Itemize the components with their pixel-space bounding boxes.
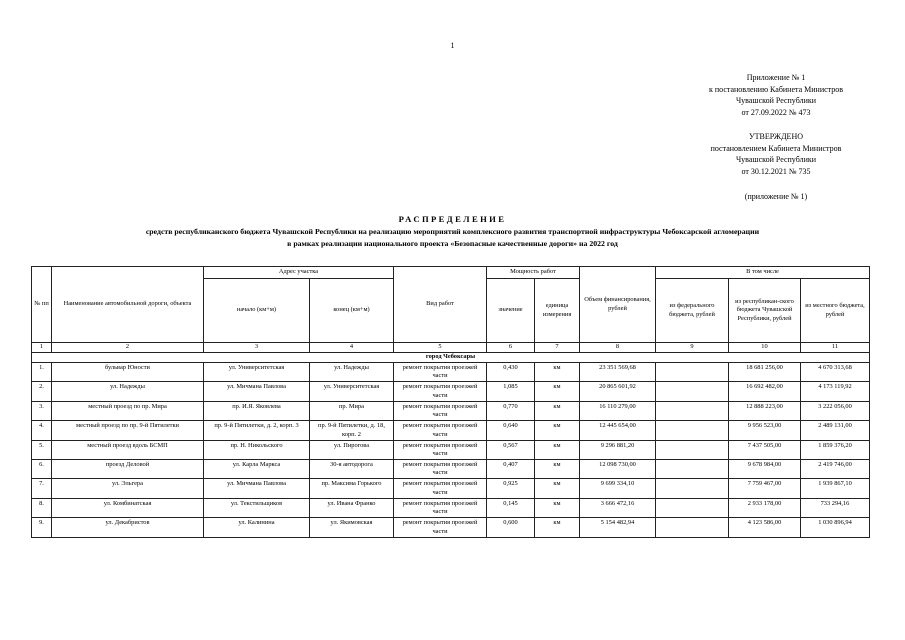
funding-federal xyxy=(656,401,729,420)
capacity-unit: км xyxy=(535,459,580,478)
table-row xyxy=(32,459,870,478)
row-number: 4. xyxy=(32,421,52,440)
road-name: проезд Деловой xyxy=(52,459,204,478)
section-start: ул. Мичмана Павлова xyxy=(204,382,310,401)
funding-total: 3 666 472,16 xyxy=(580,498,656,517)
header-address: Адрес участка xyxy=(204,267,394,279)
section-start: ул. Калинина xyxy=(204,518,310,537)
row-number: 1. xyxy=(32,363,52,382)
appendix-note xyxy=(676,191,876,203)
funding-total: 16 110 279,00 xyxy=(580,401,656,420)
section-end: ул. Надежды xyxy=(310,363,394,382)
capacity-unit: км xyxy=(535,518,580,537)
header-start: начало (км+м) xyxy=(204,279,310,343)
table-row xyxy=(32,518,870,537)
capacity-unit: км xyxy=(535,401,580,420)
road-name: ул. Декабристов xyxy=(52,518,204,537)
header-funding: Объем финансирования, рублей xyxy=(580,267,656,343)
column-numbers-row xyxy=(32,343,870,353)
funding-republic: 9 678 984,00 xyxy=(729,459,801,478)
row-number: 6. xyxy=(32,459,52,478)
funding-local: 4 670 313,68 xyxy=(801,363,870,382)
work-type: ремонт покрытия проезжей части xyxy=(394,440,487,459)
section-end: пр. Мира xyxy=(310,401,394,420)
funding-federal xyxy=(656,498,729,517)
row-number: 5. xyxy=(32,440,52,459)
capacity-unit: км xyxy=(535,363,580,382)
work-type: ремонт покрытия проезжей части xyxy=(394,363,487,382)
section-start: ул. Мичмана Павлова xyxy=(204,479,310,498)
table-row xyxy=(32,363,870,382)
header-value: значение xyxy=(487,279,535,343)
table-row xyxy=(32,401,870,420)
document-subtitle-line-2: в рамках реализации национального проекта «Безопасные качественные дороги» на 2022 год xyxy=(287,239,618,248)
funding-federal xyxy=(656,518,729,537)
funding-republic: 16 692 482,00 xyxy=(729,382,801,401)
column-number: 2 xyxy=(52,343,204,353)
work-type: ремонт покрытия проезжей части xyxy=(394,382,487,401)
capacity-value: 0,770 xyxy=(487,401,535,420)
road-name: ул. Комбинатская xyxy=(52,498,204,517)
funding-total: 9 699 334,10 xyxy=(580,479,656,498)
funding-local: 2 489 131,00 xyxy=(801,421,870,440)
funding-total: 12 445 654,00 xyxy=(580,421,656,440)
page-number: 1 xyxy=(450,41,455,50)
capacity-unit: км xyxy=(535,440,580,459)
capacity-value: 0,567 xyxy=(487,440,535,459)
approved-line: Чувашской Республики xyxy=(735,155,817,164)
work-type: ремонт покрытия проезжей части xyxy=(394,401,487,420)
section-end: ул. Ивана Франко xyxy=(310,498,394,517)
row-number: 2. xyxy=(32,382,52,401)
approved-line: постановлением Кабинета Министров xyxy=(710,143,842,153)
funding-federal xyxy=(656,440,729,459)
approved-block xyxy=(676,131,876,177)
funding-total: 20 865 601,92 xyxy=(580,382,656,401)
capacity-value: 0,925 xyxy=(487,479,535,498)
table-row xyxy=(32,479,870,498)
funding-federal xyxy=(656,363,729,382)
appendix-line: к постановлению Кабинета Министров xyxy=(708,84,844,94)
capacity-unit: км xyxy=(535,382,580,401)
funding-republic: 7 437 505,00 xyxy=(729,440,801,459)
section-end: ул. Университетская xyxy=(310,382,394,401)
road-name: ул. Надежды xyxy=(52,382,204,401)
column-number: 3 xyxy=(204,343,310,353)
header-num: № пп xyxy=(32,267,52,343)
road-name: ул. Эльгера xyxy=(52,479,204,498)
appendix-line: Приложение № 1 xyxy=(746,73,806,82)
column-number: 8 xyxy=(580,343,656,353)
column-number: 6 xyxy=(487,343,535,353)
capacity-unit: км xyxy=(535,421,580,440)
section-start: ул. Карла Маркса xyxy=(204,459,310,478)
header-work-type: Вид работ xyxy=(394,267,487,343)
funding-total: 23 351 569,68 xyxy=(580,363,656,382)
funding-total: 5 154 482,94 xyxy=(580,518,656,537)
header-federal: из федерального бюджета, рублей xyxy=(656,279,729,343)
column-number: 4 xyxy=(310,343,394,353)
column-number: 5 xyxy=(394,343,487,353)
appendix-note-text: (приложение № 1) xyxy=(744,192,808,201)
table-row xyxy=(32,421,870,440)
funding-local: 1 859 376,20 xyxy=(801,440,870,459)
funding-federal xyxy=(656,459,729,478)
funding-local: 1 939 867,10 xyxy=(801,479,870,498)
column-number: 10 xyxy=(729,343,801,353)
header-name: Наименование автомобильной дороги, объекта xyxy=(52,267,204,343)
header-unit: единица измерения xyxy=(535,279,580,343)
funding-republic: 4 123 586,00 xyxy=(729,518,801,537)
document-title: РАСПРЕДЕЛЕНИЕ xyxy=(398,214,507,224)
section-header: город Чебоксары xyxy=(32,353,870,363)
section-start: пр. Н. Никольского xyxy=(204,440,310,459)
road-name: местный проезд вдоль БСМП xyxy=(52,440,204,459)
section-start: пр. 9-й Пятилетки, д. 2, корп. 3 xyxy=(204,421,310,440)
capacity-value: 0,640 xyxy=(487,421,535,440)
funding-local: 3 222 056,00 xyxy=(801,401,870,420)
capacity-value: 0,407 xyxy=(487,459,535,478)
section-start: ул. Текстильщиков xyxy=(204,498,310,517)
row-number: 3. xyxy=(32,401,52,420)
section-start: пр. И.Я. Яковлева xyxy=(204,401,310,420)
header-republic: из республикан-ского бюджета Чувашской Республики, рублей xyxy=(729,279,801,343)
appendix-line: Чувашской Республики xyxy=(735,96,817,105)
approved-line: от 30.12.2021 № 735 xyxy=(741,166,811,176)
road-name: бульвар Юности xyxy=(52,363,204,382)
funding-local: 4 173 119,92 xyxy=(801,382,870,401)
capacity-value: 1,085 xyxy=(487,382,535,401)
column-number: 9 xyxy=(656,343,729,353)
funding-federal xyxy=(656,479,729,498)
column-number: 1 xyxy=(32,343,52,353)
column-number: 11 xyxy=(801,343,870,353)
section-end: ул. Якимовская xyxy=(310,518,394,537)
funding-republic: 12 888 223,00 xyxy=(729,401,801,420)
work-type: ремонт покрытия проезжей части xyxy=(394,498,487,517)
funding-republic: 7 759 467,00 xyxy=(729,479,801,498)
funding-federal xyxy=(656,421,729,440)
capacity-unit: км xyxy=(535,498,580,517)
work-type: ремонт покрытия проезжей части xyxy=(394,421,487,440)
row-number: 7. xyxy=(32,479,52,498)
capacity-value: 0,430 xyxy=(487,363,535,382)
appendix-line: от 27.09.2022 № 473 xyxy=(741,107,811,117)
work-type: ремонт покрытия проезжей части xyxy=(394,518,487,537)
funding-total: 9 296 881,20 xyxy=(580,440,656,459)
capacity-unit: км xyxy=(535,479,580,498)
header-capacity: Мощность работ xyxy=(487,267,580,279)
appendix-block xyxy=(676,72,876,118)
approved-line: УТВЕРЖДЕНО xyxy=(748,132,803,141)
section-end: пр. Максима Горького xyxy=(310,479,394,498)
funding-republic: 2 933 178,00 xyxy=(729,498,801,517)
distribution-table xyxy=(31,266,870,538)
road-name: местный проезд по пр. 9-й Пятилетки xyxy=(52,421,204,440)
work-type: ремонт покрытия проезжей части xyxy=(394,479,487,498)
section-start: ул. Университетская xyxy=(204,363,310,382)
funding-local: 733 294,16 xyxy=(801,498,870,517)
work-type: ремонт покрытия проезжей части xyxy=(394,459,487,478)
funding-local: 2 419 746,00 xyxy=(801,459,870,478)
header-incl: В том числе xyxy=(656,267,870,279)
funding-total: 12 098 730,00 xyxy=(580,459,656,478)
row-number: 8. xyxy=(32,498,52,517)
funding-local: 1 030 896,94 xyxy=(801,518,870,537)
row-number: 9. xyxy=(32,518,52,537)
capacity-value: 0,600 xyxy=(487,518,535,537)
section-end: ул. Пирогова xyxy=(310,440,394,459)
funding-federal xyxy=(656,382,729,401)
column-number: 7 xyxy=(535,343,580,353)
funding-republic: 18 681 256,00 xyxy=(729,363,801,382)
capacity-value: 0,145 xyxy=(487,498,535,517)
funding-republic: 9 956 523,00 xyxy=(729,421,801,440)
section-end: пр. 9-й Пятилетки, д. 18, корп. 2 xyxy=(310,421,394,440)
road-name: местный проезд по пр. Мира xyxy=(52,401,204,420)
table-row xyxy=(32,382,870,401)
table-row xyxy=(32,498,870,517)
document-subtitle-line-1: средств республиканского бюджета Чувашской Республики на реализацию мероприятий комплексного развития транспортной инфраструктуры Чебоксарской агломерации xyxy=(145,227,760,236)
section-end: 30-я автодорога xyxy=(310,459,394,478)
header-end: конец (км+м) xyxy=(310,279,394,343)
header-local: из местного бюджета, рублей xyxy=(801,279,870,343)
table-row xyxy=(32,440,870,459)
